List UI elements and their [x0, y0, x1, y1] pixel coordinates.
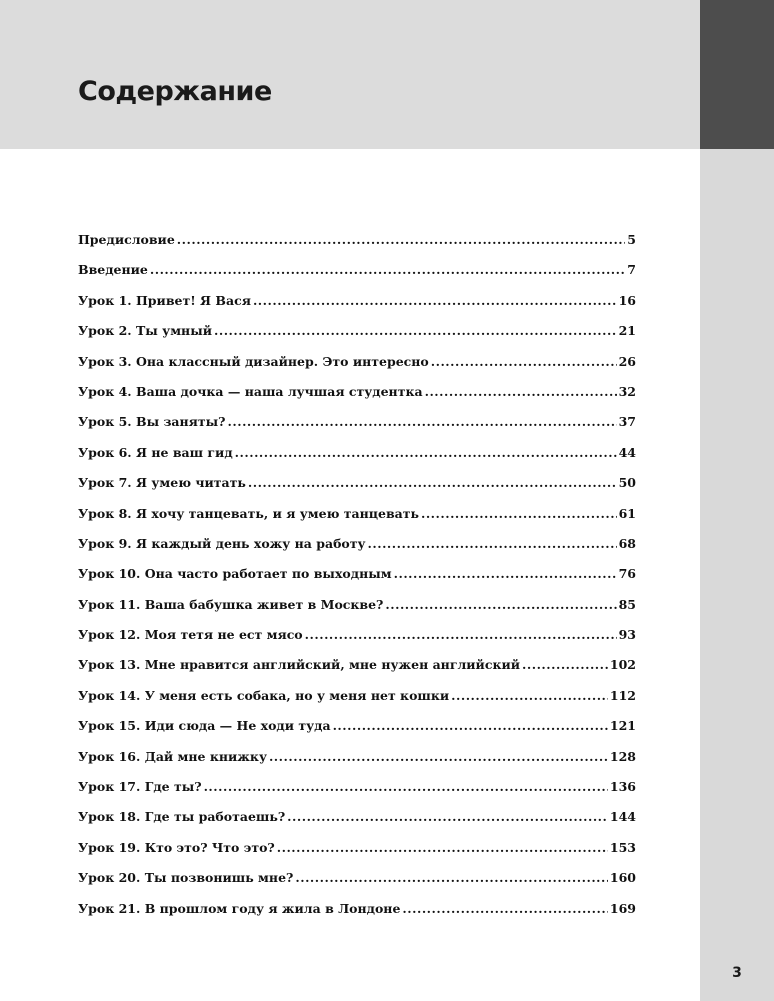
toc-entry-title: Урок 12. Моя тетя не ест мясо	[78, 627, 303, 643]
toc-entry-title: Урок 17. Где ты?	[78, 779, 202, 795]
dot-leader	[425, 384, 617, 399]
toc-entry[interactable]	[78, 323, 636, 353]
toc-entry-page: 144	[609, 809, 636, 825]
toc-entry-title: Урок 7. Я умею читать	[78, 475, 246, 491]
corner-block	[700, 0, 774, 149]
dot-leader	[368, 536, 617, 551]
toc-entry-page: 128	[609, 748, 636, 764]
toc-entry-page: 121	[609, 718, 636, 734]
toc-entry-title: Урок 11. Ваша бабушка живет в Москве?	[78, 596, 384, 612]
toc-entry[interactable]	[78, 354, 636, 384]
dot-leader	[269, 749, 608, 764]
toc-entry-title: Урок 9. Я каждый день хожу на работу	[78, 535, 366, 551]
toc-entry-page: 102	[609, 657, 636, 673]
table-of-contents	[78, 232, 636, 931]
toc-entry-page: 21	[618, 323, 636, 339]
toc-entry-title: Урок 14. У меня есть собака, но у меня нет кошки	[78, 687, 450, 703]
toc-entry[interactable]	[78, 475, 636, 505]
dot-leader	[287, 809, 608, 824]
toc-entry-title: Урок 6. Я не ваш гид	[78, 444, 233, 460]
toc-entry[interactable]	[78, 293, 636, 323]
toc-entry-page: 16	[618, 292, 636, 308]
dot-leader	[248, 475, 617, 490]
dot-leader	[402, 901, 607, 916]
toc-entry-page: 112	[609, 687, 636, 703]
toc-entry[interactable]	[78, 566, 636, 596]
dot-leader	[421, 506, 617, 521]
toc-entry-page: 44	[618, 444, 636, 460]
toc-entry[interactable]	[78, 414, 636, 444]
toc-entry-title: Урок 4. Ваша дочка — наша лучшая студентка	[78, 383, 423, 399]
toc-entry-title: Урок 19. Кто это? Что это?	[78, 839, 275, 855]
toc-entry-title: Урок 21. В прошлом году я жила в Лондоне	[78, 900, 401, 916]
toc-entry-page: 85	[618, 596, 636, 612]
toc-entry-title: Урок 8. Я хочу танцевать, и я умею танцевать	[78, 505, 419, 521]
dot-leader	[305, 627, 617, 642]
toc-entry[interactable]	[78, 232, 636, 262]
toc-entry[interactable]	[78, 597, 636, 627]
toc-entry-title: Урок 15. Иди сюда — Не ходи туда	[78, 718, 331, 734]
toc-entry-title: Урок 20. Ты позвонишь мне?	[78, 870, 294, 886]
toc-entry[interactable]	[78, 536, 636, 566]
dot-leader	[277, 840, 608, 855]
toc-entry-title: Введение	[78, 262, 148, 278]
toc-entry[interactable]	[78, 779, 636, 809]
toc-entry[interactable]	[78, 688, 636, 718]
toc-entry[interactable]	[78, 840, 636, 870]
toc-entry-title: Предисловие	[78, 232, 175, 247]
dot-leader	[177, 232, 626, 247]
toc-entry-page: 50	[618, 475, 636, 491]
dot-leader	[333, 718, 608, 733]
toc-entry[interactable]	[78, 384, 636, 414]
dot-leader	[214, 323, 617, 338]
toc-entry-page: 153	[609, 839, 636, 855]
toc-entry-title: Урок 1. Привет! Я Вася	[78, 292, 251, 308]
side-strip	[700, 149, 774, 1001]
toc-entry-title: Урок 5. Вы заняты?	[78, 414, 226, 430]
toc-entry-page: 68	[618, 535, 636, 551]
toc-entry[interactable]	[78, 262, 636, 292]
dot-leader	[451, 688, 608, 703]
dot-leader	[431, 354, 617, 369]
toc-entry-title: Урок 13. Мне нравится английский, мне нужен английский	[78, 657, 521, 673]
toc-entry-title: Урок 18. Где ты работаешь?	[78, 809, 286, 825]
toc-entry-page: 26	[618, 353, 636, 369]
dot-leader	[204, 779, 608, 794]
toc-entry-page: 76	[618, 566, 636, 582]
toc-entry-page: 5	[627, 232, 636, 247]
toc-entry[interactable]	[78, 809, 636, 839]
toc-entry[interactable]	[78, 870, 636, 900]
toc-entry[interactable]	[78, 901, 636, 931]
toc-entry-page: 169	[609, 900, 636, 916]
toc-entry[interactable]	[78, 749, 636, 779]
dot-leader	[522, 657, 608, 672]
dot-leader	[150, 262, 625, 277]
dot-leader	[295, 870, 608, 885]
dot-leader	[385, 597, 616, 612]
dot-leader	[253, 293, 617, 308]
toc-entry[interactable]	[78, 718, 636, 748]
dot-leader	[228, 414, 617, 429]
toc-entry-page: 32	[618, 383, 636, 399]
toc-entry[interactable]	[78, 657, 636, 687]
toc-entry[interactable]	[78, 445, 636, 475]
toc-entry-page: 160	[609, 870, 636, 886]
header-band	[0, 0, 700, 149]
page-title: Содержание	[78, 76, 272, 107]
toc-entry[interactable]	[78, 627, 636, 657]
toc-entry-title: Урок 3. Она классный дизайнер. Это интересно	[78, 353, 429, 369]
toc-entry-page: 7	[627, 262, 636, 278]
toc-entry-page: 136	[609, 779, 636, 795]
toc-entry-title: Урок 2. Ты умный	[78, 323, 212, 339]
page-number: 3	[732, 965, 742, 981]
toc-entry-page: 37	[618, 414, 636, 430]
toc-entry-page: 93	[618, 627, 636, 643]
dot-leader	[235, 445, 617, 460]
toc-entry-title: Урок 10. Она часто работает по выходным	[78, 566, 392, 582]
toc-entry-title: Урок 16. Дай мне книжку	[78, 748, 267, 764]
toc-entry[interactable]	[78, 506, 636, 536]
dot-leader	[394, 566, 617, 581]
toc-entry-page: 61	[618, 505, 636, 521]
